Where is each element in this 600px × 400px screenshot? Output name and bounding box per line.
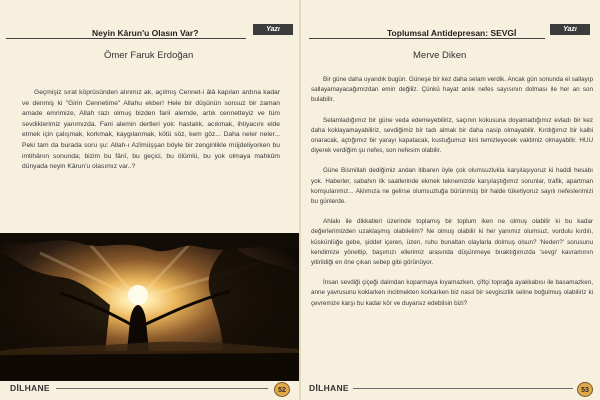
paragraph: İnsan sevdiği çiçeği dalından koparmaya kıyamazken, çiftçi toprağa ayakkabısı ile basamazken, anne yavrusunu koklarken incitmekten korkarken biz nasıl bir sevgisizlik seline boğulmuş olabiliriz ki çevremize karşı bu kadar kör ve duyarsız edebilsin bizi? — [311, 279, 593, 307]
article-body — [22, 88, 280, 183]
paragraph: Selamladığımız bir güne veda edemeyebiliriz, saçının kokusuna doyamadığımız evladı bir kez daha koklayamayabiliriz, sevdiğimiz bir tadı almak bir daha nasip olmayabilir. Kırdığımız bir kalbi onaracak, açtığımız bir yarayı kapatacak, kustuğumuz kini temizleyecek vaktimiz olmayabilir. HUU diyerek verdiğim şu nefes, son nefesim olabilir. — [311, 116, 593, 155]
magazine-logo: DİLHANE — [10, 383, 50, 393]
sunset-tree-photo — [0, 233, 299, 381]
section-tag: Yazı — [253, 24, 293, 35]
right-page — [301, 0, 600, 400]
article-title: Neyin Kârun'u Olasın Var? — [92, 28, 199, 38]
article-title: Toplumsal Antidepresan: SEVGİ — [387, 28, 517, 38]
page-number: 53 — [577, 382, 593, 397]
page-number: 52 — [274, 382, 290, 397]
author-name: Ömer Faruk Erdoğan — [104, 50, 194, 61]
footer-rule — [353, 388, 573, 389]
page-footer — [0, 380, 299, 400]
left-page — [0, 0, 299, 400]
paragraph: Geçmişiz sırat köprüsünden alınmız ak, açılmış Cennet-i âlâ kapıları ardına kadar ve denmiş ki "Girin Cennetime" Allahu ekber! Hele bir düşünün sonsuz bir zaman amade emrimize, Allah razı olmuş bizden fanî alemde, artık cennetteyiz ve tüm sevdiklerimiz yanımızda. Fani alemin dertleri yok: hastalık, acıkmak, ihtiyacını elde etmek için çalışmak, korkmak, kaygılanmak, kötü söz, kem göz... Daha neler neler... Peki tam da burada soru şu: Allah-ı Azîmüşşan böyle bir zenginlikle müjdeliyorken bu imtihânın sonunda; bizim bu fânî, bu geçici, bu ölümlü, bu yok olmaya mahkûm dünyada neyin Kârun'u olasımız var..? — [22, 89, 280, 171]
paragraph: Güne Bismillah dediğimiz andan itibaren öyle çok olumsuzlukla karşılaşıyoruz ki haddi hesabı yok. Haberler, sabahın ilk saatlerinde ekmek teknemizde karşılaştığımız sorunlar, trafik, apartman komşularımız... Aklımıza ne gelirse olumsuzluğa bürünmüş bir halde tüketiyoruz sayılı nefeslerimizi bu günlerde. — [311, 167, 593, 206]
paragraph: Ahlakı ile dikkatleri üzerinde toplamış bir toplum iken ne olmuş olabilir ki bu kadar değerlerimizden uzaklaşmış olabilelim? Ne olmuş olabilir ki her yanımız olumsuz, vurdulu kırdılı, küskünlüğe gebe, şiddet içeren, üzen, ruhu bunaltan olaylarla dolmuş olsun? 'Neden?' sorusunu kendimize yöneltip, başımızı ellerimiz arasında düşünmeye bıraktığımızda 'sevgi' kavramının yitirildiği en öne çıkan sebep gibi görünüyor. — [311, 218, 593, 267]
page-footer — [301, 380, 600, 400]
title-rule — [6, 38, 246, 39]
magazine-logo: DİLHANE — [309, 383, 349, 393]
author-name: Merve Diken — [413, 50, 467, 61]
title-rule — [309, 38, 545, 39]
article-body — [311, 75, 593, 319]
section-tag: Yazı — [550, 24, 590, 35]
paragraph: Bir güne daha uyandık bugün. Güneşe bir kez daha selam verdik. Ancak gün sonunda el sallayıp sallayamayacağımızdan emin değiliz. Çünkü hayat anlık nefes sayısının dolması ile her an son bulabilir. — [311, 76, 593, 104]
footer-rule — [56, 388, 268, 389]
